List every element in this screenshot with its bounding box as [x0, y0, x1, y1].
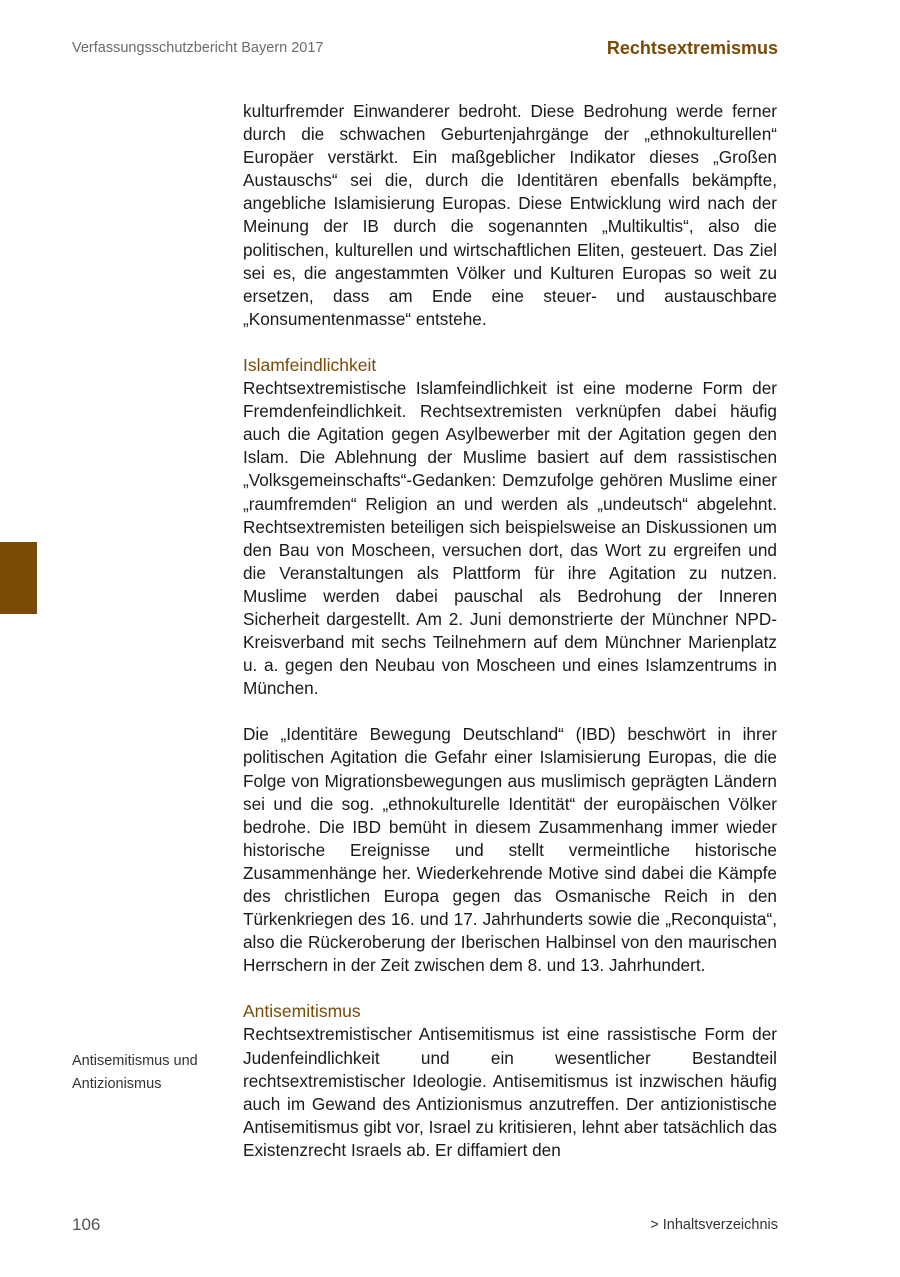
chapter-title: Rechtsextremismus — [606, 38, 778, 58]
publication-title: Verfassungsschutzbericht Bayern 2017 — [72, 40, 324, 56]
paragraph-ibd: Die „Identitäre Bewegung Deutschland“ (IBD) beschwört in ihrer politischen Agitation die Gefahr einer Islamisierung Europas, die die Folge von Migrationsbewegungen aus muslimisch geprägten Ländern sei und die sog. „ethnokulturelle Identität“ der europäischen Völker bedrohe. Die IBD bemüht in diesem Zusammenhang immer wieder historische Ereignisse und stellt vermeintliche historische Zusammenhänge her. Wiederkehrende Motive sind dabei die Kämpfe des christlichen Europa gegen das Osmanische Reich in den Türkenkriegen des 16. und 17. Jahrhunderts sowie die „Reconquista“, also die Rückeroberung der Iberischen Halbinsel von den maurischen Herrschern in der Zeit zwischen dem 8. und 13. Jahrhundert. — [243, 724, 777, 976]
paragraph-islamfeindlichkeit: Rechtsextremistische Islamfeindlichkeit ist eine moderne Form der Fremdenfeindlichkeit. Rechtsextremisten verknüpfen dabei häufig auch die Agitation gegen Asylbewerber mit der Agitation gegen den Islam. Die Ablehnung der Muslime basiert auf dem rassistischen „Volksgemeinschafts“-Gedanken: Demzufolge gehören Muslime einer „raumfremden“ Religion an und werden als „undeutsch“ abgelehnt. Rechtsextremisten beteiligen sich beispielsweise an Diskussionen um den Bau von Moscheen, versuchen dort, das Wort zu ergreifen und die Veranstaltungen als Plattform für ihre Agitation zu nutzen. Muslime werden dabei pauschal als Bedrohung der Inneren Sicherheit dargestellt. Am 2. Juni demonstrierte der Münchner NPD-Kreisverband mit sechs Teilnehmern auf dem Münchner Marienplatz u. a. gegen den Neubau von Moscheen und eines Islamzentrums in München. — [243, 378, 777, 699]
heading-islamfeindlichkeit: Islamfeindlichkeit — [243, 354, 377, 375]
paragraph-great-replacement: kulturfremder Einwanderer bedroht. Diese Bedrohung werde ferner durch die schwachen Geburtenjahrgänge der „ethnokulturellen“ Europäer verstärkt. Ein maßgeblicher Indikator dieses „Großen Austauschs“ sei die, durch die Identitären ebenfalls bekämpfte, angebliche Islamisierung Europas. Diese Entwicklung wird nach der Meinung der IB durch die sogenannten „Multikultis“, also die politischen, kulturellen und wirtschaftlichen Eliten, gesteuert. Das Ziel sei es, die angestammten Völker und Kulturen Europas so weit zu ersetzen, dass am Ende eine steuer- und austauschbare „Konsumentenmasse“ entstehe. — [243, 101, 777, 329]
toc-link[interactable]: > Inhaltsverzeichnis — [650, 1217, 778, 1233]
paragraph-antisemitismus: Rechtsextremistischer Antisemitismus ist eine rassistische Form der Judenfeindlichkeit und ein wesentlicher Bestandteil rechtsextremistischer Ideologie. Antisemitismus ist inzwischen häufig auch im Gewand des Antizionismus anzutreffen. Der antizionistische Antisemitismus gibt vor, Israel zu kritisieren, lehnt aber tatsächlich das Existenzrecht Israels ab. Er diffamiert den — [243, 1024, 777, 1160]
page-number: 106 — [72, 1215, 101, 1234]
main-text-column — [243, 100, 777, 1162]
chapter-tab-marker — [0, 542, 37, 614]
heading-antisemitismus: Antisemitismus — [243, 1001, 361, 1022]
margin-note-antisemitismus: Antisemitismus und Antizionismus — [72, 1053, 198, 1092]
